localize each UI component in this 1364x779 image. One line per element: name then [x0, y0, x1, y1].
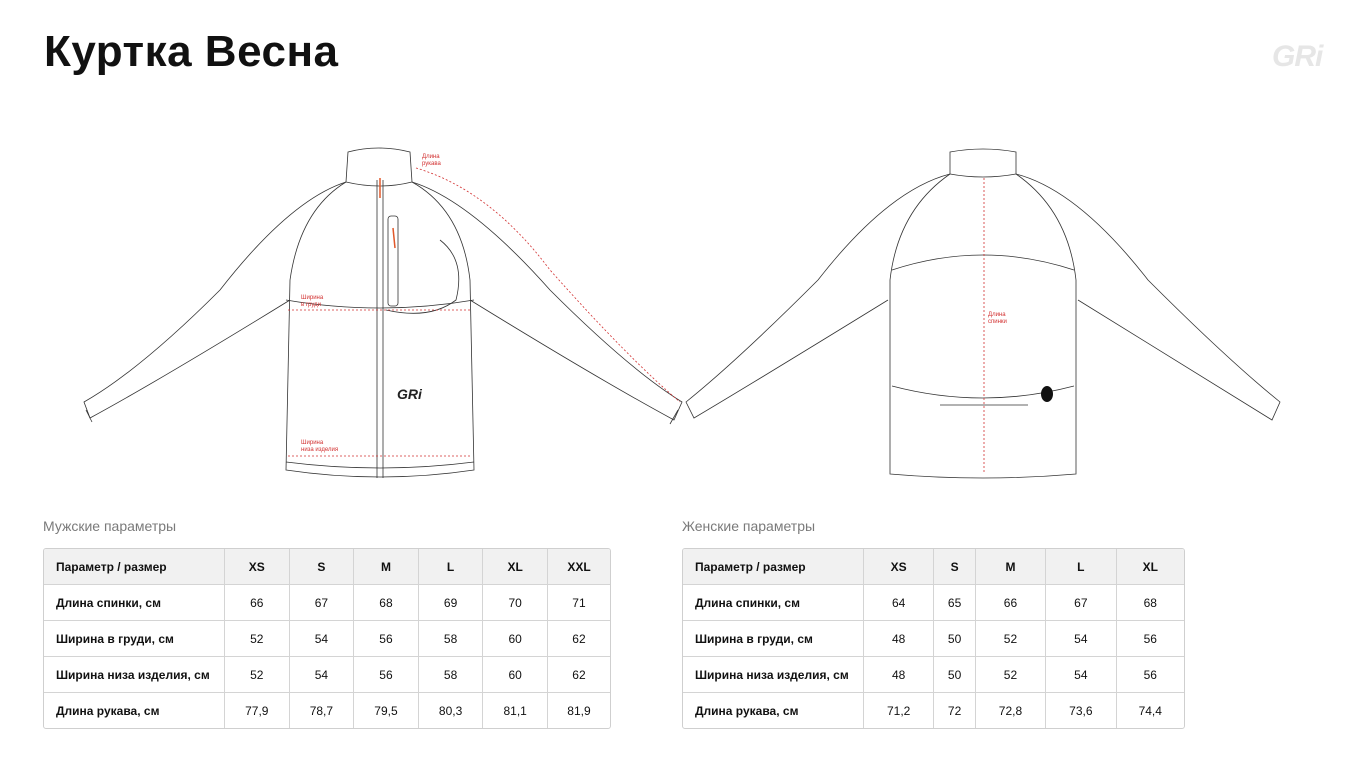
table-cell: 67 [290, 585, 355, 621]
table-cell: 54 [290, 621, 355, 657]
row-label: Ширина низа изделия, см [44, 657, 225, 693]
table-cell: 60 [483, 657, 548, 693]
sleeve-measure-line [416, 168, 680, 402]
table-cell: 54 [290, 657, 355, 693]
table-cell: 70 [483, 585, 548, 621]
table-cell: 80,3 [419, 693, 484, 728]
table-cell: 68 [1117, 585, 1185, 621]
hem-label-line2: низа изделия [301, 447, 339, 453]
table-cell: 62 [548, 657, 610, 693]
body-outline [286, 182, 474, 477]
table-cell: 50 [934, 657, 975, 693]
table-cell: 56 [354, 657, 419, 693]
body-outline [890, 174, 1076, 478]
table-row [683, 621, 1184, 657]
table-cell: 54 [1046, 657, 1116, 693]
sleeve-label-line1: Длина [422, 154, 440, 160]
table-row [44, 693, 610, 728]
header-cell: Параметр / размер [44, 549, 225, 585]
header-cell: XS [864, 549, 934, 585]
table-row [683, 657, 1184, 693]
row-label: Ширина низа изделия, см [683, 657, 864, 693]
table-cell: 77,9 [225, 693, 290, 728]
collar-outline [950, 149, 1016, 177]
table-cell: 71,2 [864, 693, 934, 728]
table-cell: 52 [976, 621, 1046, 657]
chest-brand-logo: GRi [397, 386, 422, 402]
table-cell: 64 [864, 585, 934, 621]
table-row [44, 657, 610, 693]
women-section-title: Женские параметры [682, 518, 816, 534]
row-label: Длина спинки, см [44, 585, 225, 621]
jacket-front-sketch [70, 140, 690, 490]
row-label: Длина рукава, см [683, 693, 864, 728]
header-cell: L [1046, 549, 1116, 585]
table-cell: 62 [548, 621, 610, 657]
header-cell: Параметр / размер [683, 549, 864, 585]
header-cell: S [934, 549, 975, 585]
page-title: Куртка Весна [44, 27, 339, 76]
table-cell: 81,9 [567, 703, 591, 718]
table-cell: 48 [864, 657, 934, 693]
table-cell: 66 [976, 585, 1046, 621]
table-cell: 58 [419, 621, 484, 657]
back-label-line2: спинки [988, 319, 1007, 325]
back-label-line1: Длина [988, 312, 1006, 318]
back-badge [1041, 386, 1053, 402]
table-cell: 58 [419, 657, 484, 693]
women-size-table [682, 548, 1185, 729]
header-cell: M [976, 549, 1046, 585]
right-sleeve-outline [1016, 174, 1280, 420]
yoke-seam [892, 255, 1074, 270]
table-cell: 72,8 [976, 693, 1046, 728]
table-header-row [683, 549, 1184, 585]
header-cell: M [354, 549, 419, 585]
header-cell: L [419, 549, 484, 585]
table-row [44, 621, 610, 657]
table-cell: 48 [864, 621, 934, 657]
left-sleeve-outline [686, 174, 950, 418]
pocket-zipper-pull [393, 228, 395, 248]
table-cell: 56 [1117, 621, 1185, 657]
table-cell: 52 [225, 657, 290, 693]
table-header-row [44, 549, 610, 585]
table-cell: 52 [976, 657, 1046, 693]
table-cell: 54 [1046, 621, 1116, 657]
table-cell: 74,4 [1138, 703, 1162, 718]
table-cell: 81,1 [483, 693, 548, 728]
table-cell: 56 [354, 621, 419, 657]
table-row [683, 693, 1184, 728]
table-cell: 65 [934, 585, 975, 621]
header-cell: S [290, 549, 355, 585]
table-cell: 78,7 [290, 693, 355, 728]
collar-outline [346, 148, 412, 186]
table-cell: 71 [548, 585, 610, 621]
chest-label-line2: в груди [301, 302, 321, 308]
table-row [44, 585, 610, 621]
table-cell: 68 [354, 585, 419, 621]
table-cell: 72 [934, 693, 975, 728]
men-section-title: Мужские параметры [43, 518, 177, 534]
row-label: Ширина в груди, см [683, 621, 864, 657]
row-label: Длина спинки, см [683, 585, 864, 621]
row-label: Длина рукава, см [44, 693, 225, 728]
table-cell: 52 [225, 621, 290, 657]
header-cell: XXL [548, 549, 610, 585]
brand-logo: GRi [1272, 40, 1323, 73]
table-cell: 56 [1117, 657, 1185, 693]
jacket-back-sketch [678, 140, 1290, 490]
chest-label-line1: Ширина [301, 295, 324, 301]
row-label: Ширина в груди, см [44, 621, 225, 657]
table-cell: 69 [419, 585, 484, 621]
table-cell: 79,5 [354, 693, 419, 728]
header-cell: XL [1117, 549, 1185, 585]
table-row [683, 585, 1184, 621]
header-cell: XL [483, 549, 548, 585]
sleeve-label-line2: рукава [422, 161, 441, 167]
table-cell: 66 [225, 585, 290, 621]
men-size-table [43, 548, 611, 729]
table-cell: 67 [1046, 585, 1116, 621]
table-cell: 50 [934, 621, 975, 657]
right-sleeve-outline [412, 182, 682, 420]
table-cell: 73,6 [1046, 693, 1116, 728]
table-cell: 60 [483, 621, 548, 657]
header-cell: XS [225, 549, 290, 585]
hem-label-line1: Ширина [301, 440, 324, 446]
